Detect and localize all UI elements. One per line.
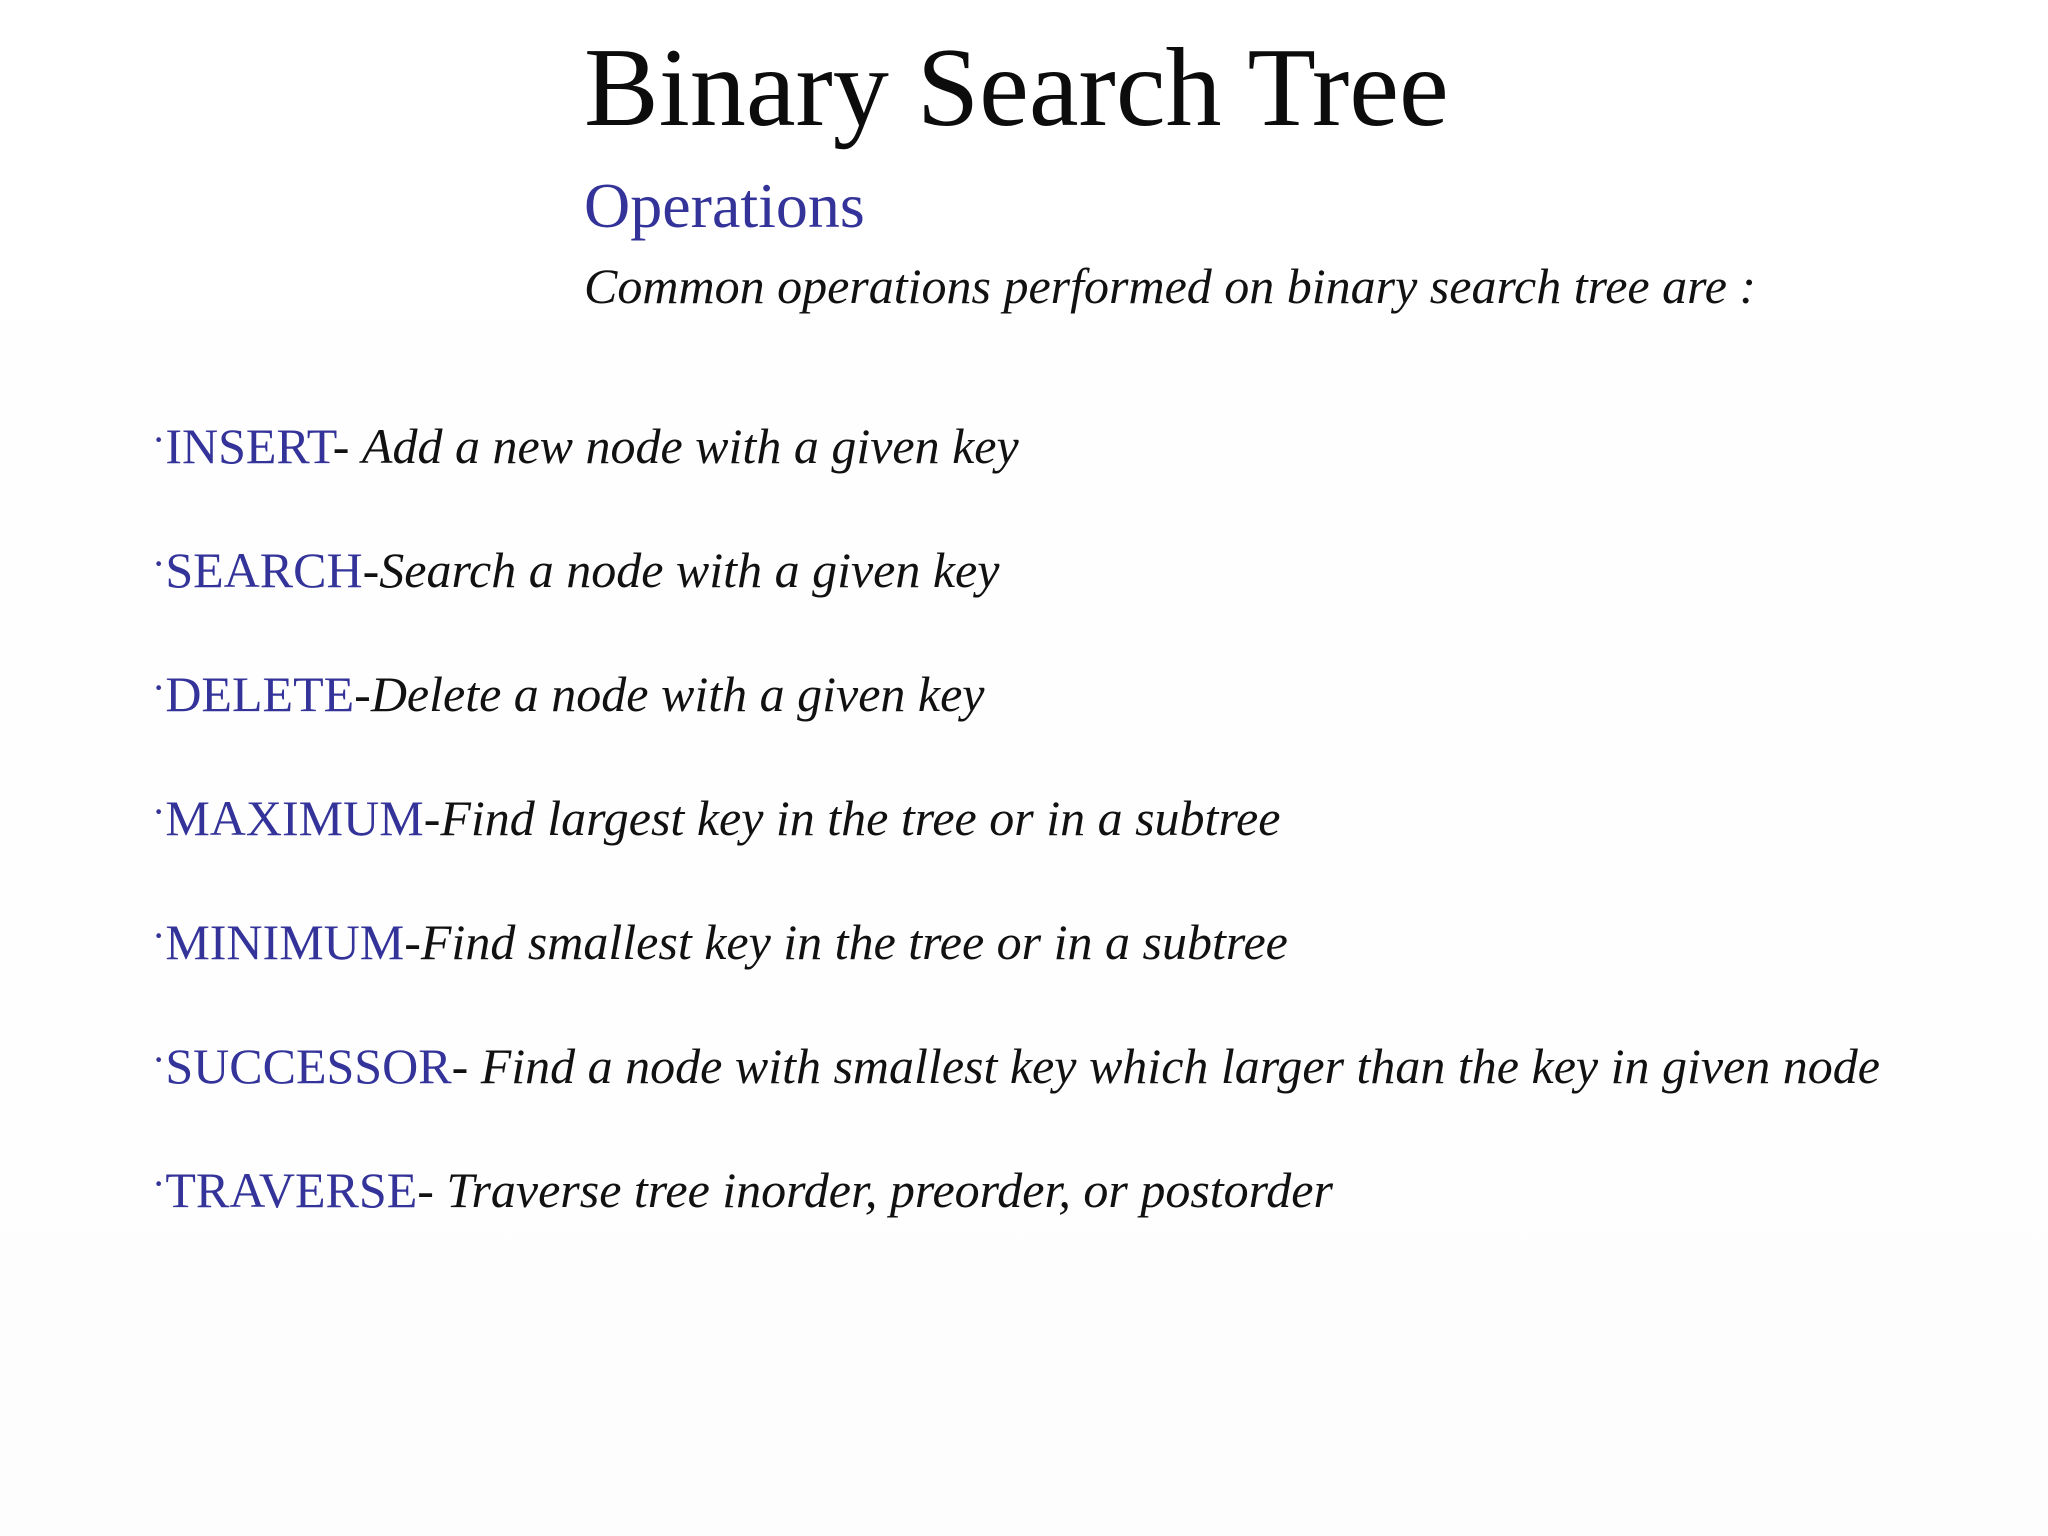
operation-item-delete (152, 662, 1880, 786)
operation-name: SUCCESSOR (165, 1038, 452, 1094)
bullet-dot-icon: · (152, 1037, 166, 1082)
operation-description: Find smallest key in the tree or in a subtree (420, 914, 1288, 970)
operation-separator: - (417, 1162, 447, 1218)
operation-item-search (152, 538, 1880, 662)
operation-description: Traverse tree inorder, preorder, or postorder (446, 1162, 1333, 1218)
intro-text: Common operations performed on binary search tree are : (584, 258, 1757, 314)
operation-item-traverse (152, 1158, 1880, 1282)
bullet-dot-icon: · (152, 417, 166, 462)
bullet-dot-icon: · (152, 789, 166, 834)
operation-item-minimum (152, 910, 1880, 1034)
operation-separator: - (451, 1038, 481, 1094)
operation-name: DELETE (165, 666, 355, 722)
operation-item-insert (152, 414, 1880, 538)
bullet-dot-icon: · (152, 913, 166, 958)
operation-name: INSERT (165, 418, 333, 474)
operation-description: Add a new node with a given key (361, 418, 1019, 474)
operation-separator: - (354, 666, 371, 722)
operation-separator: - (404, 914, 421, 970)
operation-description: Delete a node with a given key (370, 666, 985, 722)
operation-separator: - (332, 418, 362, 474)
operations-list (152, 414, 1880, 1282)
operation-item-successor (152, 1034, 1880, 1158)
bullet-dot-icon: · (152, 665, 166, 710)
slide-title: Binary Search Tree (584, 26, 1449, 150)
operation-description: Search a node with a given key (379, 542, 1000, 598)
operation-separator: - (362, 542, 380, 598)
bullet-dot-icon: · (152, 541, 166, 586)
slide-subtitle: Operations (584, 170, 865, 241)
operation-name: SEARCH (165, 542, 363, 598)
operation-description: Find a node with smallest key which larger than the key in given node (480, 1038, 1880, 1094)
bullet-dot-icon: · (152, 1161, 166, 1206)
operation-item-maximum (152, 786, 1880, 910)
operation-name: MINIMUM (165, 914, 405, 970)
operation-separator: - (423, 790, 441, 846)
operation-name: MAXIMUM (165, 790, 424, 846)
operation-description: Find largest key in the tree or in a subtree (440, 790, 1281, 846)
operation-name: TRAVERSE (165, 1162, 418, 1218)
